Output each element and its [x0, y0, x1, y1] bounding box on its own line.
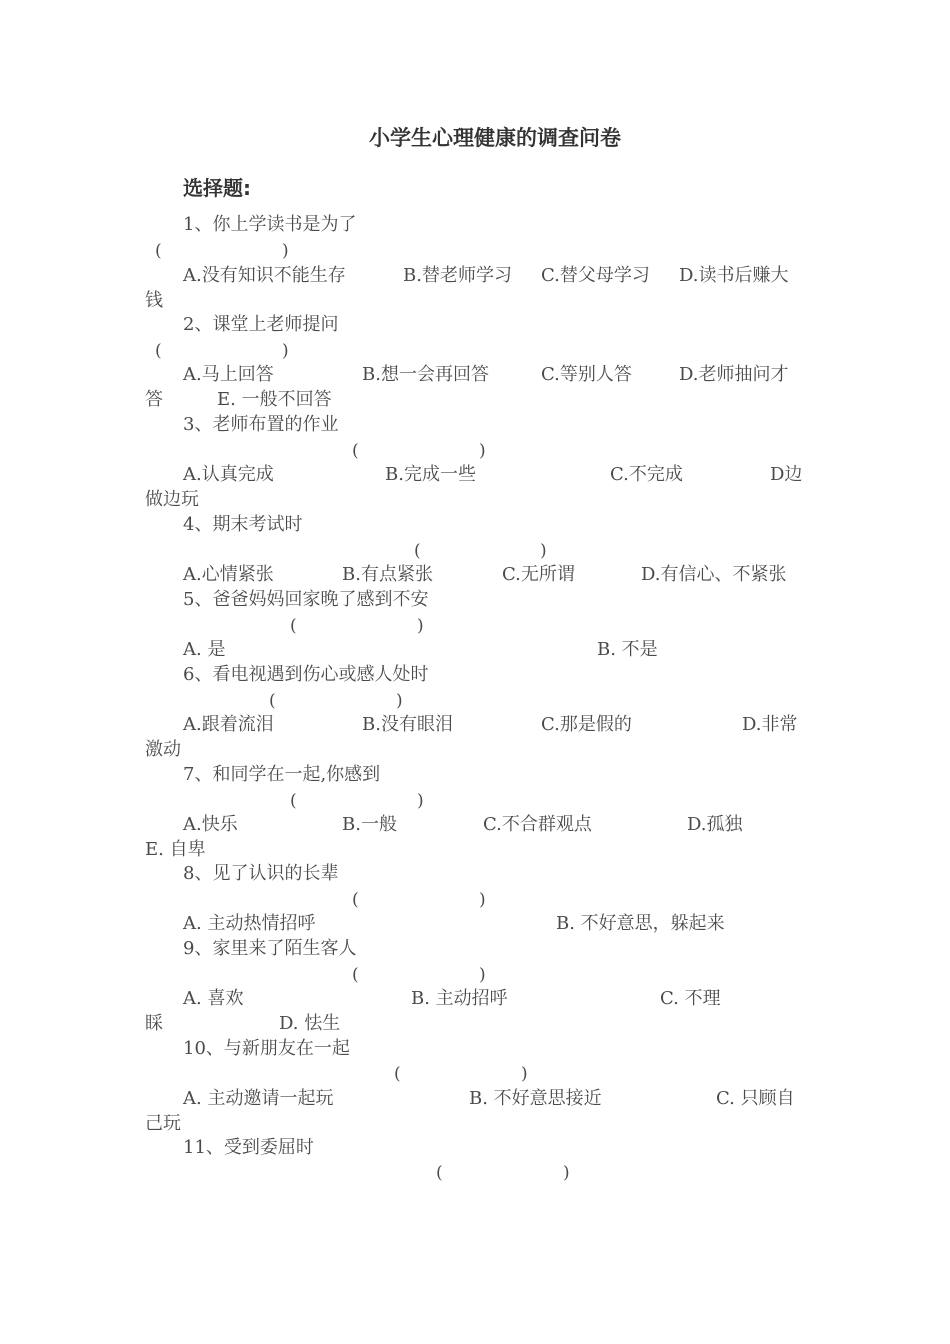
- answer-paren-open: (: [290, 616, 297, 636]
- option: D.非常: [742, 714, 798, 735]
- answer-paren-open: (: [155, 241, 162, 261]
- option: B.想一会再回答: [362, 364, 489, 385]
- question-1: 1、你上学读书是为了: [183, 214, 357, 235]
- question-6: 6、看电视遇到伤心或感人处时: [183, 664, 429, 685]
- option: D.老师抽问才: [679, 364, 789, 385]
- question-5: 5、爸爸妈妈回家晚了感到不安: [183, 589, 429, 610]
- question-2: 2、课堂上老师提问: [183, 314, 339, 335]
- option: C.替父母学习: [541, 265, 650, 286]
- question-4: 4、期末考试时: [183, 514, 303, 535]
- answer-paren-open: (: [352, 441, 359, 461]
- answer-paren-open: (: [269, 691, 276, 711]
- option: C.无所谓: [502, 564, 575, 585]
- option: A.跟着流泪: [183, 714, 274, 735]
- answer-paren-open: (: [352, 965, 359, 985]
- option: A.快乐: [183, 814, 238, 835]
- option-wrap: 己玩: [145, 1113, 181, 1134]
- answer-paren-close: ): [521, 1064, 528, 1084]
- option: B. 主动招呼: [411, 988, 508, 1009]
- answer-paren-open: (: [436, 1163, 443, 1183]
- answer-paren-close: ): [282, 241, 289, 261]
- question-7: 7、和同学在一起,你感到: [183, 764, 381, 785]
- option: A.心情紧张: [183, 564, 274, 585]
- answer-paren-open: (: [352, 890, 359, 910]
- option: A.认真完成: [183, 464, 274, 485]
- question-11: 11、受到委屈时: [183, 1137, 314, 1158]
- option: C.不合群观点: [483, 814, 592, 835]
- option: B. 不好意思，躲起来: [556, 913, 725, 934]
- answer-paren-close: ): [417, 616, 424, 636]
- option-wrap: 钱: [145, 290, 163, 311]
- option-wrap: 睬: [145, 1013, 163, 1034]
- option: D边: [770, 464, 803, 485]
- option-wrap: E. 自卑: [145, 839, 206, 860]
- option: C. 不理: [660, 988, 721, 1009]
- option: B.有点紧张: [342, 564, 433, 585]
- question-9: 9、家里来了陌生客人: [183, 938, 357, 959]
- page-title: 小学生心理健康的调查问卷: [369, 126, 621, 150]
- option: C.不完成: [610, 464, 683, 485]
- answer-paren-open: (: [414, 541, 421, 561]
- answer-paren-close: ): [479, 965, 486, 985]
- question-3: 3、老师布置的作业: [183, 414, 339, 435]
- option-wrap: 做边玩: [145, 489, 199, 510]
- answer-paren-close: ): [563, 1163, 570, 1183]
- answer-paren-close: ): [417, 791, 424, 811]
- answer-paren-close: ): [479, 441, 486, 461]
- section-heading: 选择题:: [183, 176, 251, 200]
- answer-paren-open: (: [290, 791, 297, 811]
- option-wrap: 激动: [145, 739, 181, 760]
- option: B. 不好意思接近: [469, 1088, 602, 1109]
- question-8: 8、见了认识的长辈: [183, 863, 339, 884]
- option-wrap: E. 一般不回答: [217, 389, 332, 410]
- answer-paren-close: ): [540, 541, 547, 561]
- option: A. 主动热情招呼: [183, 913, 316, 934]
- option: C.那是假的: [541, 714, 632, 735]
- option: B.完成一些: [385, 464, 476, 485]
- option-wrap: 答: [145, 389, 163, 410]
- option: A. 主动邀请一起玩: [183, 1088, 334, 1109]
- answer-paren-open: (: [394, 1064, 401, 1084]
- option: B.没有眼泪: [362, 714, 453, 735]
- answer-paren-close: ): [396, 691, 403, 711]
- option: D.孤独: [687, 814, 743, 835]
- option: D.有信心、不紧张: [641, 564, 787, 585]
- option: D.读书后赚大: [679, 265, 789, 286]
- option: B. 不是: [597, 639, 658, 660]
- option: B.一般: [342, 814, 397, 835]
- option: C. 只顾自: [716, 1088, 795, 1109]
- option: A. 是: [183, 639, 226, 660]
- option: A. 喜欢: [183, 988, 244, 1009]
- option: B.替老师学习: [403, 265, 512, 286]
- option-wrap: D. 怯生: [279, 1013, 341, 1034]
- option: A.没有知识不能生存: [183, 265, 346, 286]
- answer-paren-close: ): [479, 890, 486, 910]
- answer-paren-open: (: [155, 341, 162, 361]
- option: C.等别人答: [541, 364, 632, 385]
- answer-paren-close: ): [282, 341, 289, 361]
- question-10: 10、与新朋友在一起: [183, 1038, 350, 1059]
- option: A.马上回答: [183, 364, 274, 385]
